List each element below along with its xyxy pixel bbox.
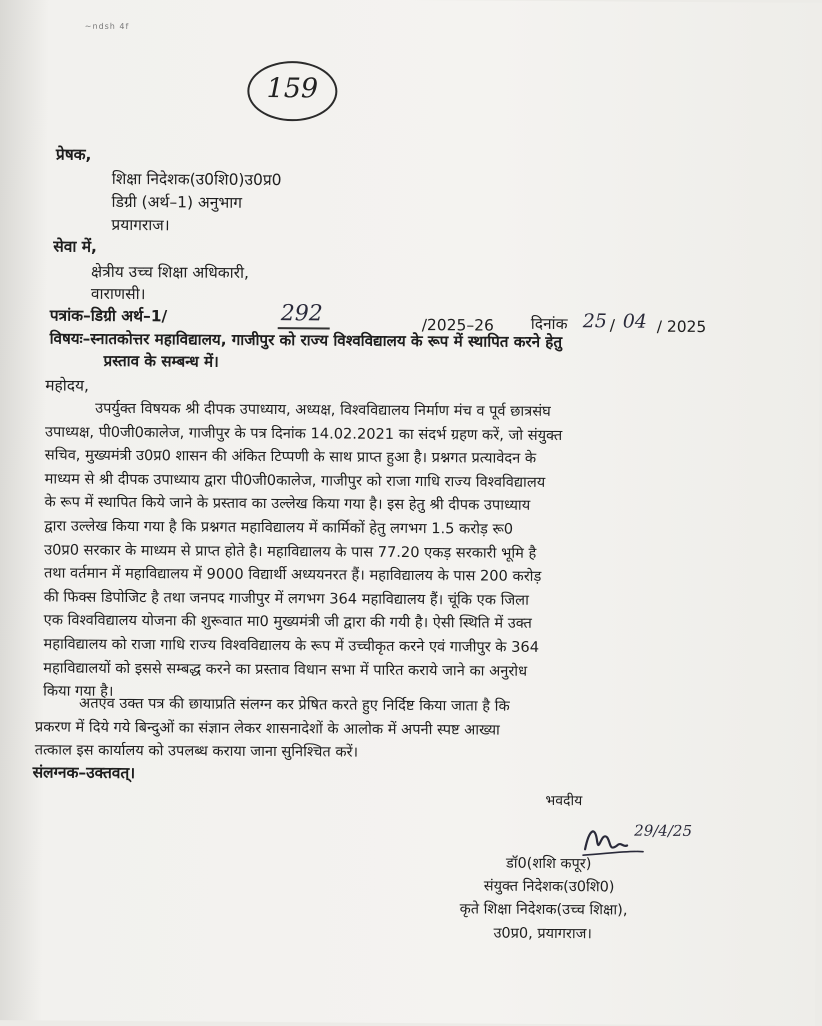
stamp-number: 159 [266, 72, 319, 105]
subject-line-2: प्रस्ताव के सम्बन्ध में। [103, 351, 219, 371]
sender-line-2: डिग्री (अर्थ–1) अनुभाग [111, 192, 243, 212]
paragraph-line: उ0प्र0 सरकार के माध्यम से प्राप्त होते है। महाविद्यालय के पास 77.20 एकड़ सरकारी भूमि है [44, 541, 537, 562]
body-paragraph-1 [43, 396, 562, 706]
paragraph-line: महाविद्यालयों को इससे सम्बद्ध करने का प्रस्ताव विधान सभा में पारित कराये जाने का अनुरोध [43, 658, 528, 680]
closing-text: भवदीय [545, 792, 583, 810]
reference-year: /2025–26 [421, 316, 494, 335]
signature-date: 29/4/25 [634, 821, 693, 840]
paragraph-line: किया गया है। [43, 682, 114, 701]
date-year: / 2025 [656, 317, 707, 337]
reference-number: 292 [280, 301, 323, 327]
date-day: 25 [582, 310, 608, 333]
subject-line-1: विषयः–स्नातकोत्तर महाविद्यालय, गाजीपुर को राज्य विश्वविद्यालय के रूप में स्थापित करने हेतु [49, 329, 563, 352]
paragraph-line: उपाध्यक्ष, पी0जी0कालेज, गाजीपुर के पत्र दिनांक 14.02.2021 का संदर्भ ग्रहण करें, जो संयुक्त [44, 423, 563, 444]
paragraph-line: सचिव, मुख्यमंत्री उ0प्र0 शासन की अंकित टिप्पणी के साथ प्राप्त हुआ है। प्रश्नगत प्रत्यावेदन के [44, 446, 537, 468]
sender-label: प्रेषक, [55, 145, 92, 164]
body-paragraph-2 [35, 691, 510, 765]
recipient-line-1: क्षेत्रीय उच्च शिक्षा अधिकारी, [91, 262, 250, 282]
recipient-line-2: वाराणसी। [90, 284, 146, 304]
paragraph-line: द्वारा उल्लेख किया गया है कि प्रश्नगत महाविद्यालय में कार्मिकों हेतु लगभग 1.5 करोड़ रू0 [44, 517, 514, 538]
diary-number-stamp [247, 61, 337, 122]
signatory-on-behalf: कृते शिक्षा निदेशक(उच्च शिक्षा), [459, 901, 628, 919]
top-faint-mark: ~ndsh 4f [84, 21, 130, 32]
enclosure-note: संलग्नक–उक्तवत्। [32, 763, 136, 783]
paragraph-line: की फिक्स डिपोजिट है तथा जनपद गाजीपुर में लगभग 364 महाविद्यालय हैं। चूंकि एक जिला [43, 588, 529, 609]
paragraph-line: अतएव उक्त पत्र की छायाप्रति संलग्न कर प्रेषित करते हुए निर्दिष्ट किया जाता है कि [79, 694, 510, 715]
date-separator: / [609, 316, 616, 335]
paragraph-line: तत्काल इस कार्यालय को उपलब्ध कराया जाना सुनिश्चित करें। [34, 741, 359, 761]
salutation: महोदय, [45, 376, 90, 395]
paragraph-line: महाविद्यालय को राजा गाधि राज्य विश्वविद्यालय के रूप में उच्चीकृत करने एवं गाजीपुर के 364 [43, 635, 540, 656]
date-label: दिनांक [530, 314, 568, 334]
date-month: 04 [622, 310, 648, 333]
reference-prefix: पत्रांक–डिग्री अर्थ–1/ [49, 306, 168, 326]
recipient-label: सेवा में, [53, 237, 98, 256]
paragraph-line: माध्यम से श्री दीपक उपाध्याय द्वारा पी0जी0कालेज, गाजीपुर को राजा गाधि राज्य विश्वविद्यालय [44, 470, 546, 491]
paragraph-line: एक विश्वविद्यालय योजना की शुरूवात मा0 मुख्यमंत्री जी द्वारा की गयी है। ऐसी स्थिति में उक्त [43, 611, 532, 633]
paragraph-line: तथा वर्तमान में महाविद्यालय में 9000 विद्यार्थी अध्ययनरत हैं। महाविद्यालय के पास 200 करोड़ [43, 564, 542, 586]
paragraph-line: उपर्युक्त विषयक श्री दीपक उपाध्याय, अध्यक्ष, विश्वविद्यालय निर्माण मंच व पूर्व छात्रसंघ [95, 399, 551, 420]
signatory-designation: संयुक्त निदेशक(उ0शि0) [483, 878, 615, 896]
sender-line-3: प्रयागराज। [111, 215, 170, 235]
signatory-name: डॉ0(शशि कपूर) [505, 855, 592, 873]
signatory-place: उ0प्र0, प्रयागराज। [493, 925, 592, 943]
paragraph-line: प्रकरण में दिये गये बिन्दुओं का संज्ञान लेकर शासनादेशों के आलोक में अपनी स्पष्ट आख्या [34, 717, 500, 739]
paragraph-line: के रूप में स्थापित किये जाने के प्रस्ताव का उल्लेख किया गया है। इस हेतु श्री दीपक उपाध्याय [44, 493, 531, 515]
sender-line-1: शिक्षा निदेशक(उ0शि0)उ0प्र0 [111, 169, 282, 190]
